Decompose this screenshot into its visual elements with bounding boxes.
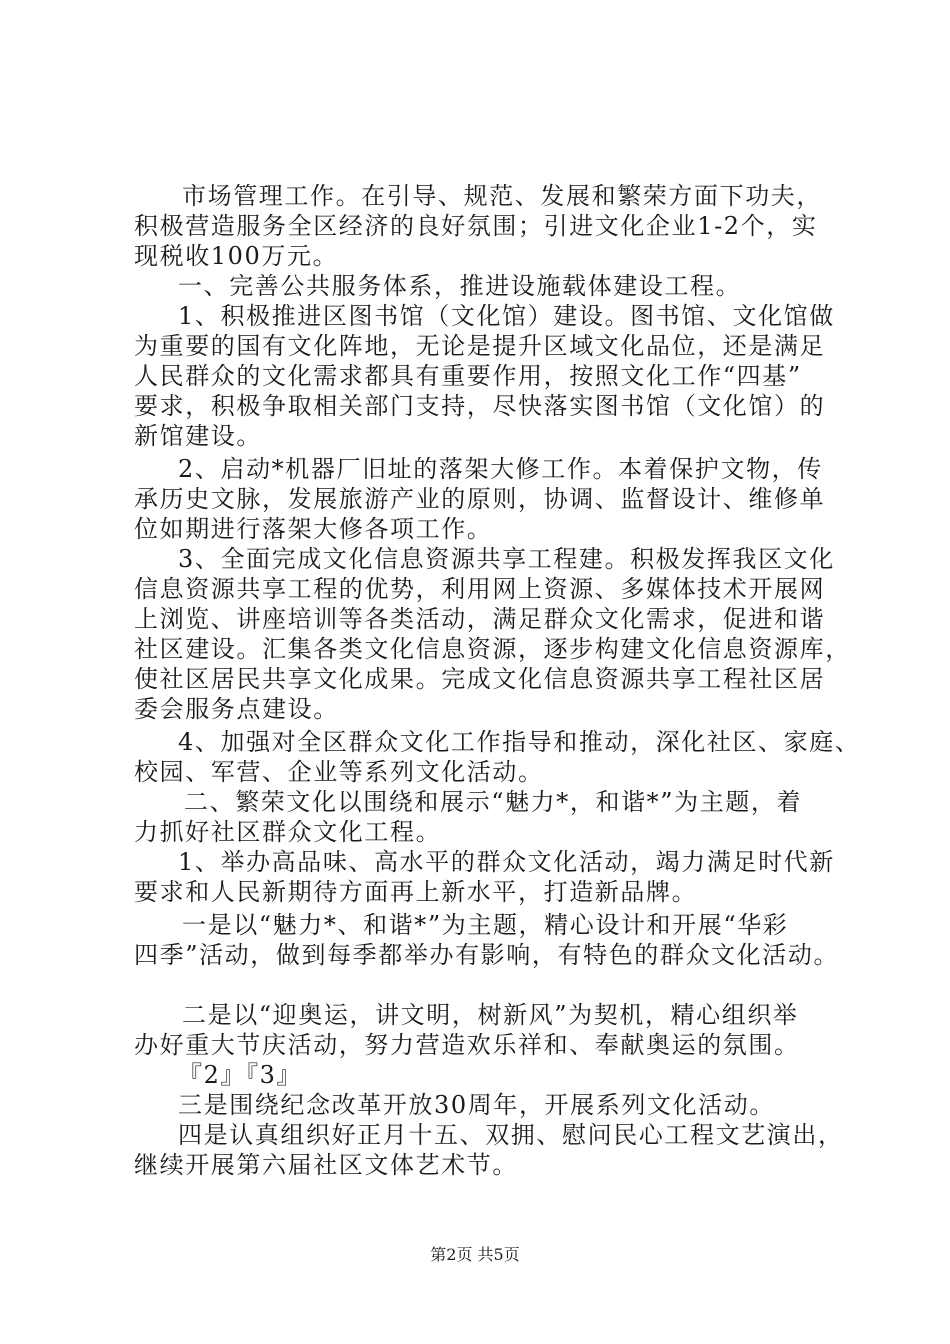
- text-line: 委会服务点建设。: [134, 695, 339, 723]
- text-line: 1、积极推进区图书馆（文化馆）建设。图书馆、文化馆做: [178, 302, 835, 330]
- text-line: 校园、军营、企业等系列文化活动。: [134, 758, 544, 786]
- text-line: 要求，积极争取相关部门支持，尽快落实图书馆（文化馆）的: [134, 392, 826, 420]
- text-line: 人民群众的文化需求都具有重要作用，按照文化工作“四基”: [134, 362, 802, 390]
- text-line: 市场管理工作。在引导、规范、发展和繁荣方面下功夫，: [182, 182, 822, 210]
- text-line: 为重要的国有文化阵地，无论是提升区域文化品位，还是满足: [134, 332, 826, 360]
- text-line: 使社区居民共享文化成果。完成文化信息资源共享工程社区居: [134, 665, 826, 693]
- page-footer: 第2页 共5页: [430, 1245, 520, 1264]
- text-line: 继续开展第六届社区文体艺术节。: [134, 1151, 518, 1179]
- text-line: 力抓好社区群众文化工程。: [134, 818, 442, 846]
- section-heading: 二、繁荣文化以围绕和展示“魅力*，和谐*”为主题，着: [184, 788, 803, 816]
- text-line: 位如期进行落架大修各项工作。: [134, 515, 493, 543]
- text-line: 四季”活动，做到每季都举办有影响，有特色的群众文化活动。: [134, 941, 840, 969]
- text-line: 积极营造服务全区经济的良好氛围；引进文化企业1-2个，实: [134, 212, 818, 240]
- text-line: 二是以“迎奥运，讲文明，树新风”为契机，精心组织举: [182, 1001, 799, 1029]
- text-line: 信息资源共享工程的优势，利用网上资源、多媒体技术开展网: [134, 575, 826, 603]
- text-line: 3、全面完成文化信息资源共享工程建。积极发挥我区文化: [178, 545, 835, 573]
- text-line: 四是认真组织好正月十五、双拥、慰问民心工程文艺演出，: [178, 1121, 844, 1149]
- text-line: 三是围绕纪念改革开放30周年，开展系列文化活动。: [178, 1091, 775, 1119]
- text-line: 上浏览、讲座培训等各类活动，满足群众文化需求，促进和谐: [134, 605, 826, 633]
- section-heading: 一、完善公共服务体系，推进设施载体建设工程。: [178, 272, 742, 300]
- text-line: 新馆建设。: [134, 422, 262, 450]
- text-line: 承历史文脉，发展旅游产业的原则，协调、监督设计、维修单: [134, 485, 826, 513]
- text-line: 要求和人民新期待方面再上新水平，打造新品牌。: [134, 878, 698, 906]
- text-line: 一是以“魅力*、和谐*”为主题，精心设计和开展“华彩: [182, 911, 789, 939]
- text-line: 办好重大节庆活动，努力营造欢乐祥和、奉献奥运的氛围。: [134, 1031, 800, 1059]
- text-line: 4、加强对全区群众文化工作指导和推动，深化社区、家庭、: [178, 728, 861, 756]
- page-marker: 『2』『3』: [178, 1061, 303, 1089]
- text-line: 2、启动*机器厂旧址的落架大修工作。本着保护文物，传: [178, 455, 823, 483]
- text-line: 现税收100万元。: [134, 242, 339, 270]
- text-line: 1、举办高品味、高水平的群众文化活动，竭力满足时代新: [178, 848, 835, 876]
- text-line: 社区建设。汇集各类文化信息资源，逐步构建文化信息资源库，: [134, 635, 851, 663]
